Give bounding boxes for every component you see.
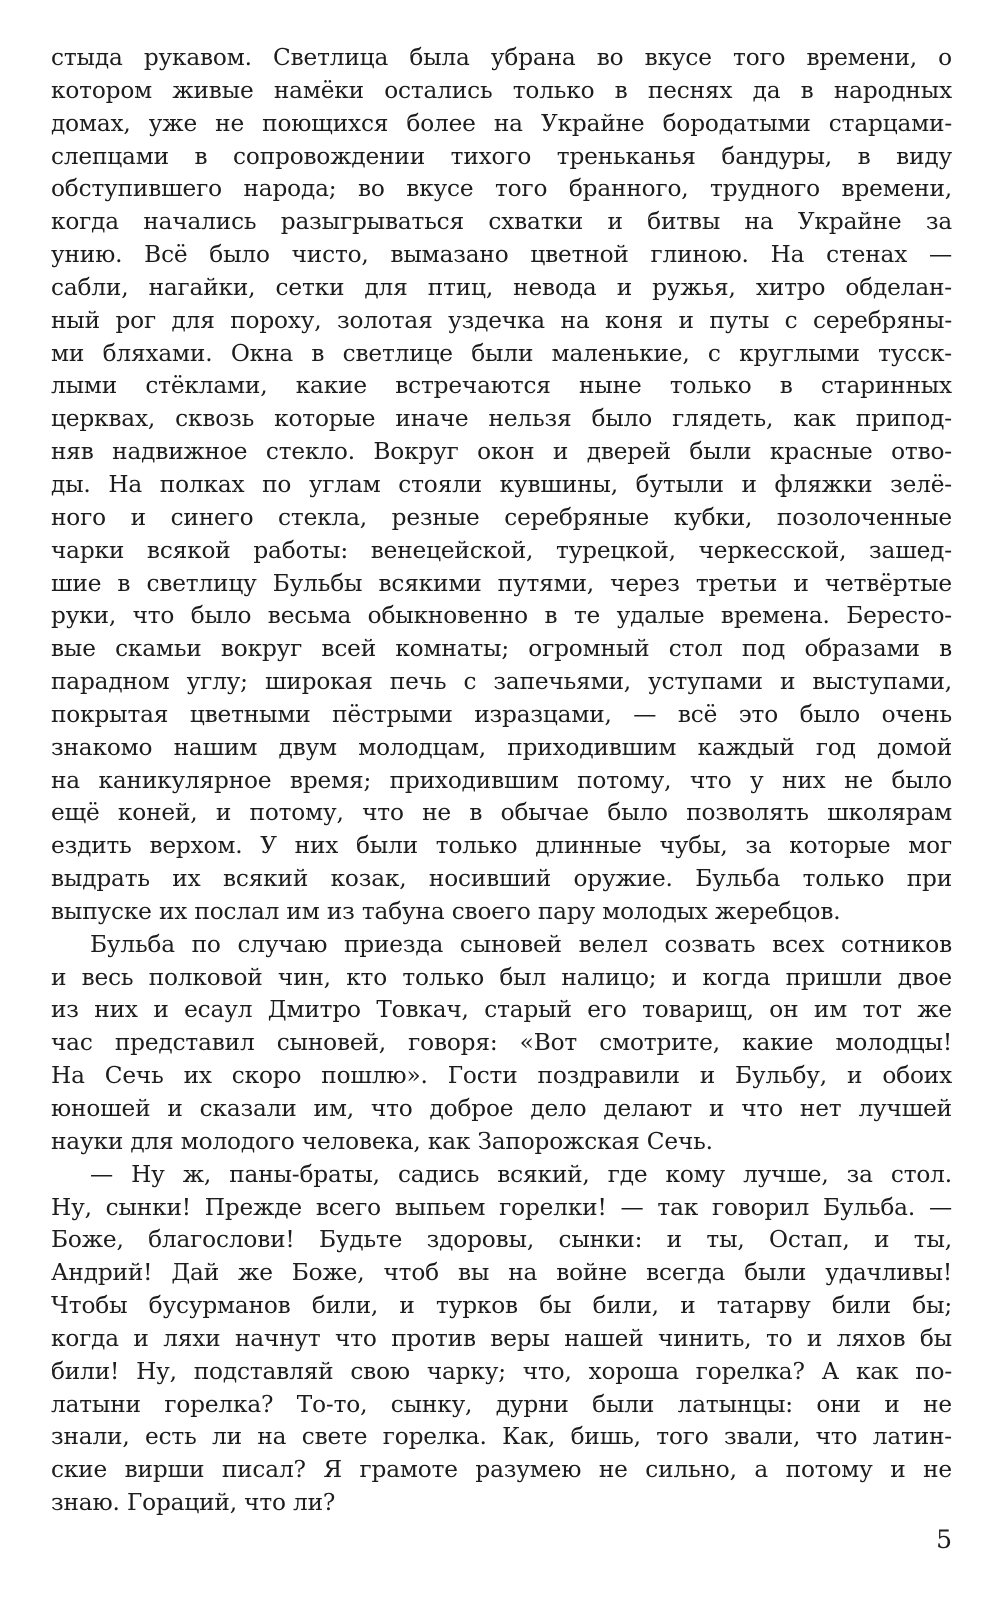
text-line: выдрать их всякий козак, носивший оружие. Бульба только при	[51, 865, 952, 893]
text-line: Андрий! Дай же Боже, чтоб вы на войне всегда были удачливы!	[51, 1259, 952, 1287]
page-number: 5	[936, 1525, 952, 1554]
text-line: няв надвижное стекло. Вокруг окон и дверей были красные отво-	[51, 438, 952, 466]
text-line: котором живые намёки остались только в песнях да в народных	[51, 76, 952, 104]
text-line: час представил сыновей, говоря: «Вот смотрите, какие молодцы!	[51, 1029, 952, 1057]
text-line: били! Ну, подставляй свою чарку; что, хороша горелка? А как по-	[51, 1357, 952, 1385]
text-line: Бульба по случаю приезда сыновей велел созвать всех сотников	[90, 930, 952, 958]
text-line: ми бляхами. Окна в светлице были маленькие, с круглыми тусск-	[51, 339, 952, 367]
text-line: — Ну ж, паны-браты, садись всякий, где кому лучше, за стол.	[90, 1160, 952, 1188]
text-line: ездить верхом. У них были только длинные чубы, за которые мог	[51, 832, 952, 860]
text-line: домах, уже не поющихся более на Украйне бородатыми старцами-	[51, 109, 952, 137]
text-line: покрытая цветными пёстрыми изразцами, — всё это было очень	[51, 700, 952, 728]
text-line: ный рог для пороху, золотая уздечка на коня и путы с серебряны-	[51, 306, 952, 334]
text-line: ного и синего стекла, резные серебряные кубки, позолоченные	[51, 503, 952, 531]
text-line: знали, есть ли на свете горелка. Как, бишь, того звали, что латин-	[51, 1423, 952, 1451]
text-line: обступившего народа; во вкусе того бранного, трудного времени,	[51, 175, 952, 203]
text-line: и весь полковой чин, кто только был налицо; и когда пришли двое	[51, 963, 952, 991]
text-line: ды. На полках по углам стояли кувшины, бутыли и фляжки зелё-	[51, 470, 952, 498]
text-line: На Сечь их скоро пошлю». Гости поздравили и Бульбу, и обоих	[51, 1062, 952, 1090]
text-line: науки для молодого человека, как Запорожская Сечь.	[51, 1127, 713, 1155]
text-line: Ну, сынки! Прежде всего выпьем горелки! — так говорил Бульба. —	[51, 1193, 952, 1221]
text-line: церквах, сквозь которые иначе нельзя было глядеть, как припод-	[51, 405, 952, 433]
text-line: на каникулярное время; приходившим потому, что у них не было	[51, 766, 952, 794]
text-line: из них и есаул Дмитро Товкач, старый его товарищ, он им тот же	[51, 996, 952, 1024]
text-line: руки, что было весьма обыкновенно в те удалые времена. Бересто-	[51, 602, 952, 630]
text-line: парадном углу; широкая печь с запечьями, уступами и выступами,	[51, 668, 952, 696]
text-line: слепцами в сопровождении тихого треньканья бандуры, в виду	[51, 142, 952, 170]
paragraph-2	[51, 929, 952, 1159]
text-line: стыда рукавом. Светлица была убрана во вкусе того времени, о	[51, 44, 952, 71]
text-line: чарки всякой работы: венецейской, турецкой, черкесской, зашед-	[51, 536, 952, 564]
paragraph-1	[51, 42, 952, 929]
text-line: Чтобы бусурманов били, и турков бы били, и татарву били бы;	[51, 1292, 952, 1320]
text-line: когда начались разыгрываться схватки и битвы на Украйне за	[51, 208, 952, 236]
text-line: ещё коней, и потому, что не в обычае было позволять школярам	[51, 799, 952, 827]
text-line: вые скамьи вокруг всей комнаты; огромный стол под образами в	[51, 635, 952, 663]
text-line: Боже, благослови! Будьте здоровы, сынки: и ты, Остап, и ты,	[51, 1226, 952, 1254]
text-line: знаю. Гораций, что ли?	[51, 1489, 336, 1517]
text-line: когда и ляхи начнут что против веры нашей чинить, то и ляхов бы	[51, 1324, 952, 1352]
text-line: выпуске их послал им из табуна своего пару молодых жеребцов.	[51, 897, 841, 925]
text-line: латыни горелка? То-то, сынку, дурни были латынцы: они и не	[51, 1390, 952, 1418]
paragraph-3	[51, 1159, 952, 1520]
text-line: шие в светлицу Бульбы всякими путями, через третьи и четвёртые	[51, 569, 952, 597]
text-line: лыми стёклами, какие встречаются ныне только в старинных	[51, 372, 952, 400]
text-line: знакомо нашим двум молодцам, приходившим каждый год домой	[51, 733, 952, 761]
text-line: унию. Всё было чисто, вымазано цветной глиною. На стенах —	[51, 241, 952, 269]
body-text	[51, 42, 952, 1520]
text-line: ские вирши писал? Я грамоте разумею не сильно, а потому и не	[51, 1456, 952, 1484]
text-line: юношей и сказали им, что доброе дело делают и что нет лучшей	[51, 1095, 952, 1122]
text-line: сабли, нагайки, сетки для птиц, невода и ружья, хитро обделан-	[51, 273, 952, 301]
